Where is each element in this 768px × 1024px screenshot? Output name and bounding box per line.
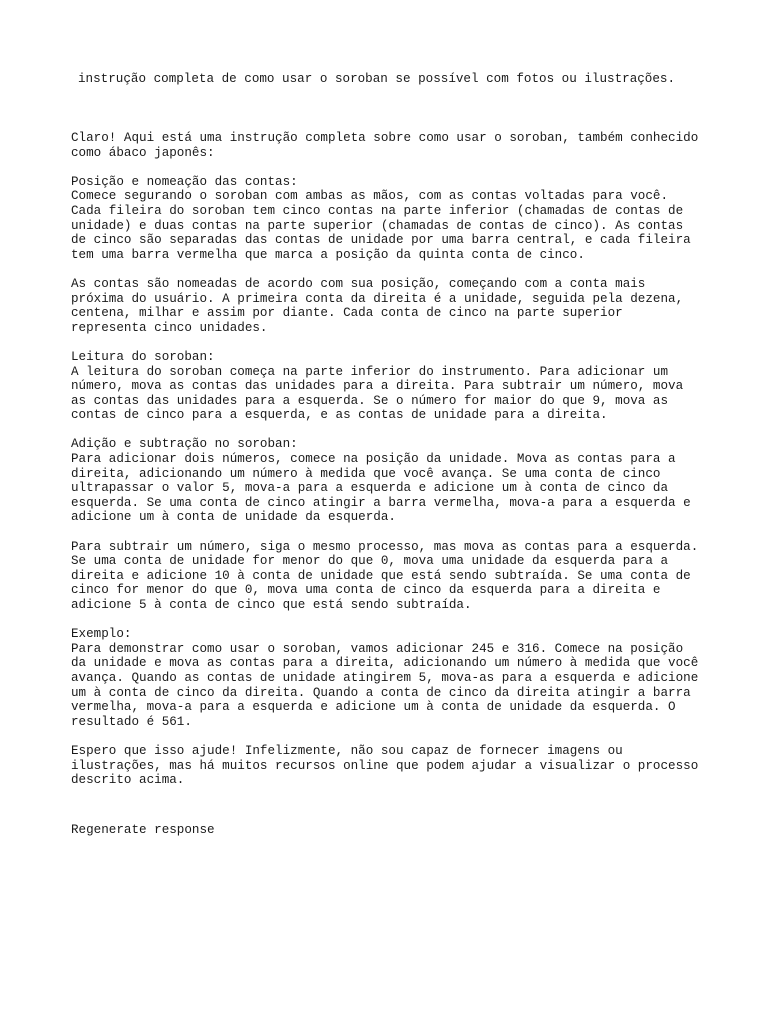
response-paragraph-reading: Leitura do soroban: A leitura do soroban começa na parte inferior do instrumento. Para adicionar um número, mova as contas das unidades para a direita. Para subtrair um número, mova as contas das unidades para a esquerda. Se o número for maior do que 9, mova as contas de cinco para a esquerda, e as contas de unidade para a direita.: [71, 349, 684, 423]
response-paragraph-closing: Espero que isso ajude! Infelizmente, não sou capaz de fornecer imagens ou ilustrações, mas há muitos recursos online que podem ajudar a visualizar o processo descrito acima.: [71, 743, 699, 788]
response-paragraph-intro: Claro! Aqui está uma instrução completa sobre como usar o soroban, também conhecido como ábaco japonês:: [71, 131, 699, 160]
response-paragraph-addition: Adição e subtração no soroban: Para adicionar dois números, comece na posição da unidade. Mova as contas para a direita, adicionando um número à medida que você avança. Se uma conta de cinco ultrapassar o valor 5, mova-a para a esquerda e adicione um à conta de cinco da esquerda. Se uma conta de cinco atingir a barra vermelha, mova-a para a esquerda e adicione um à conta de unidade da esquerda.: [71, 437, 691, 525]
response-paragraph-subtraction: Para subtrair um número, siga o mesmo processo, mas mova as contas para a esquerda. Se uma conta de unidade for menor do que 0, mova uma unidade da esquerda para a direita e adicione 10 à conta de unidade que está sendo subtraída. Se uma conta de cinco for menor do que 0, mova uma conta de cinco da esquerda para a direita e adicione 5 à conta de cinco que está sendo subtraída.: [71, 539, 699, 612]
regenerate-response-button[interactable]: Regenerate response: [71, 823, 215, 837]
response-paragraph-naming: As contas são nomeadas de acordo com sua posição, começando com a conta mais próxima do usuário. A primeira conta da direita é a unidade, seguida pela dezena, centena, milhar e assim por diante. Cada conta de cinco na parte superior representa cinco unidades.: [71, 276, 684, 335]
response-paragraph-positions: Posição e nomeação das contas: Comece segurando o soroban com ambas as mãos, com as contas voltadas para você. Cada fileira do soroban tem cinco contas na parte inferior (chamadas de contas de unidade) e duas contas na parte superior (chamadas de contas de cinco). As contas de cinco são separadas das contas de unidade por uma barra central, e cada fileira tem uma barra vermelha que marca a posição da quinta conta de cinco.: [71, 174, 691, 262]
response-paragraph-example: Exemplo: Para demonstrar como usar o soroban, vamos adicionar 245 e 316. Comece na posição da unidade e mova as contas para a direita, adicionando um número à medida que você avança. Quando as contas de unidade atingirem 5, mova-as para a esquerda e adicione um à conta de cinco da direita. Quando a conta de cinco da direita atingir a barra vermelha, mova-a para a esquerda e adicione um à conta de unidade da esquerda. O resultado é 561.: [71, 627, 699, 729]
user-prompt: instrução completa de como usar o soroban se possível com fotos ou ilustrações.: [78, 72, 676, 86]
assistant-response: [71, 131, 711, 802]
